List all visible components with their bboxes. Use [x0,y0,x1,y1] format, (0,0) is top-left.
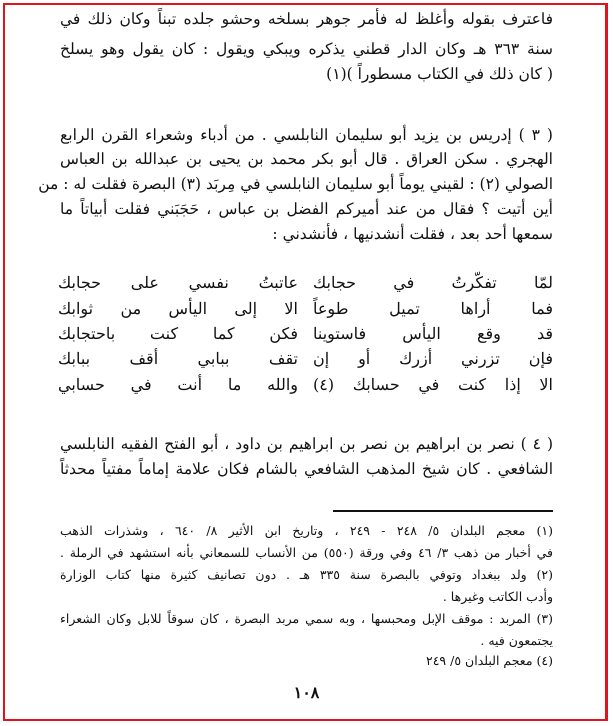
para1-line-1: فاعترف بقوله وأغلظ له فأمر جوهر بسلخه وحشو جلده تبناً وكان ذلك في [60,10,553,28]
page-number: ١٠٨ [293,683,320,702]
para1-line-2: سنة ٣٦٣ هـ وكان الدار قطني يذكره ويبكي ويقول : كان يقول وهو يسلخ [60,40,553,58]
para1-line-3: ( كان ذلك في الكتاب مسطوراً )(١) [326,65,553,83]
verse-3-second-hemistich: فكن كما كنت باحتجابك [58,324,298,343]
para2-line-5: سمعها أحد بعد ، فقلت أنشدنيها ، فأنشدني : [272,225,553,243]
footnote-1-line-2: في أخبار من ذهب ٣/ ٤٦ وفي ورقة (٥٥٠) من الأنساب للسمعاني بأنه استشهد في الرملة . [60,545,553,560]
verse-4-first-hemistich: فإن تزرني أزرك أو إن [313,349,553,368]
verse-3-first-hemistich: قد وقع اليأس فاستوينا [313,324,553,343]
para2-line-1: ( ٣ ) إدريس بن يزيد أبو سليمان النابلسي . من أدباء وشعراء القرن الرابع [60,126,553,144]
verse-5-second-hemistich: والله ما أنت في حسابي [58,375,298,394]
footnote-1-line-1: (١) معجم البلدان ٥/ ٢٤٨ - ٢٤٩ ، وتاريخ ابن الأثير ٨/ ٦٤٠ ، وشذرات الذهب [60,523,554,538]
footnote-3-line-1: (٣) المربد : موقف الإبل ومحبسها ، وبه سمي مربد البصرة ، كان سوقاً للابل وكان الشعراء [60,611,553,626]
verse-4-second-hemistich: تقف ببابي أقف ببابك [58,349,298,368]
footnote-2-line-1: (٢) ولد ببغداد وتوفي بالبصرة سنة ٣٣٥ هـ . دون تصانيف كثيرة منها كتاب الوزارة [60,567,553,582]
verse-1-first-hemistich: لمّا تفكّرتُ في حجابك [313,273,553,292]
footnote-4: (٤) معجم البلدان ٥/ ٢٤٩ [426,653,553,668]
para3-line-1: ( ٤ ) نصر بن ابراهيم بن نصر بن ابراهيم بن داود ، أبو الفتح الفقيه النابلسي [60,435,553,453]
footnote-2-line-2: وأدب الكاتب وغيرها . [442,589,553,604]
verse-1-second-hemistich: عاتبتُ نفسي على حجابك [58,273,298,292]
para2-line-3: الصولي (٢) : لقيني يوماً أبو سليمان النابلسي في مِربَد (٣) البصرة فقلت له : من [38,175,553,193]
para2-line-2: الهجري . سكن العراق . قال أبو بكر محمد بن يحيى بن عبدالله بن العباس [60,150,553,168]
footnote-3-line-2: يجتمعون فيه . [480,633,553,648]
para3-line-2: الشافعي . كان شيخ المذهب الشافعي بالشام فكان علامة إماماً مفتياً محدثاً [60,460,553,478]
para2-line-4: أين أتيت ؟ فقال من عند أميركم الفضل بن عباس ، حَجَبَني فقلت أبياتاً ما [60,200,553,218]
footnote-rule [333,510,553,512]
verse-2-second-hemistich: الا إلى اليأس من ثوابك [58,299,298,318]
verse-5-first-hemistich: الا إذا كنت في حسابك (٤) [313,375,553,394]
verse-2-first-hemistich: فما أراها تميل طوعاً [313,299,553,318]
